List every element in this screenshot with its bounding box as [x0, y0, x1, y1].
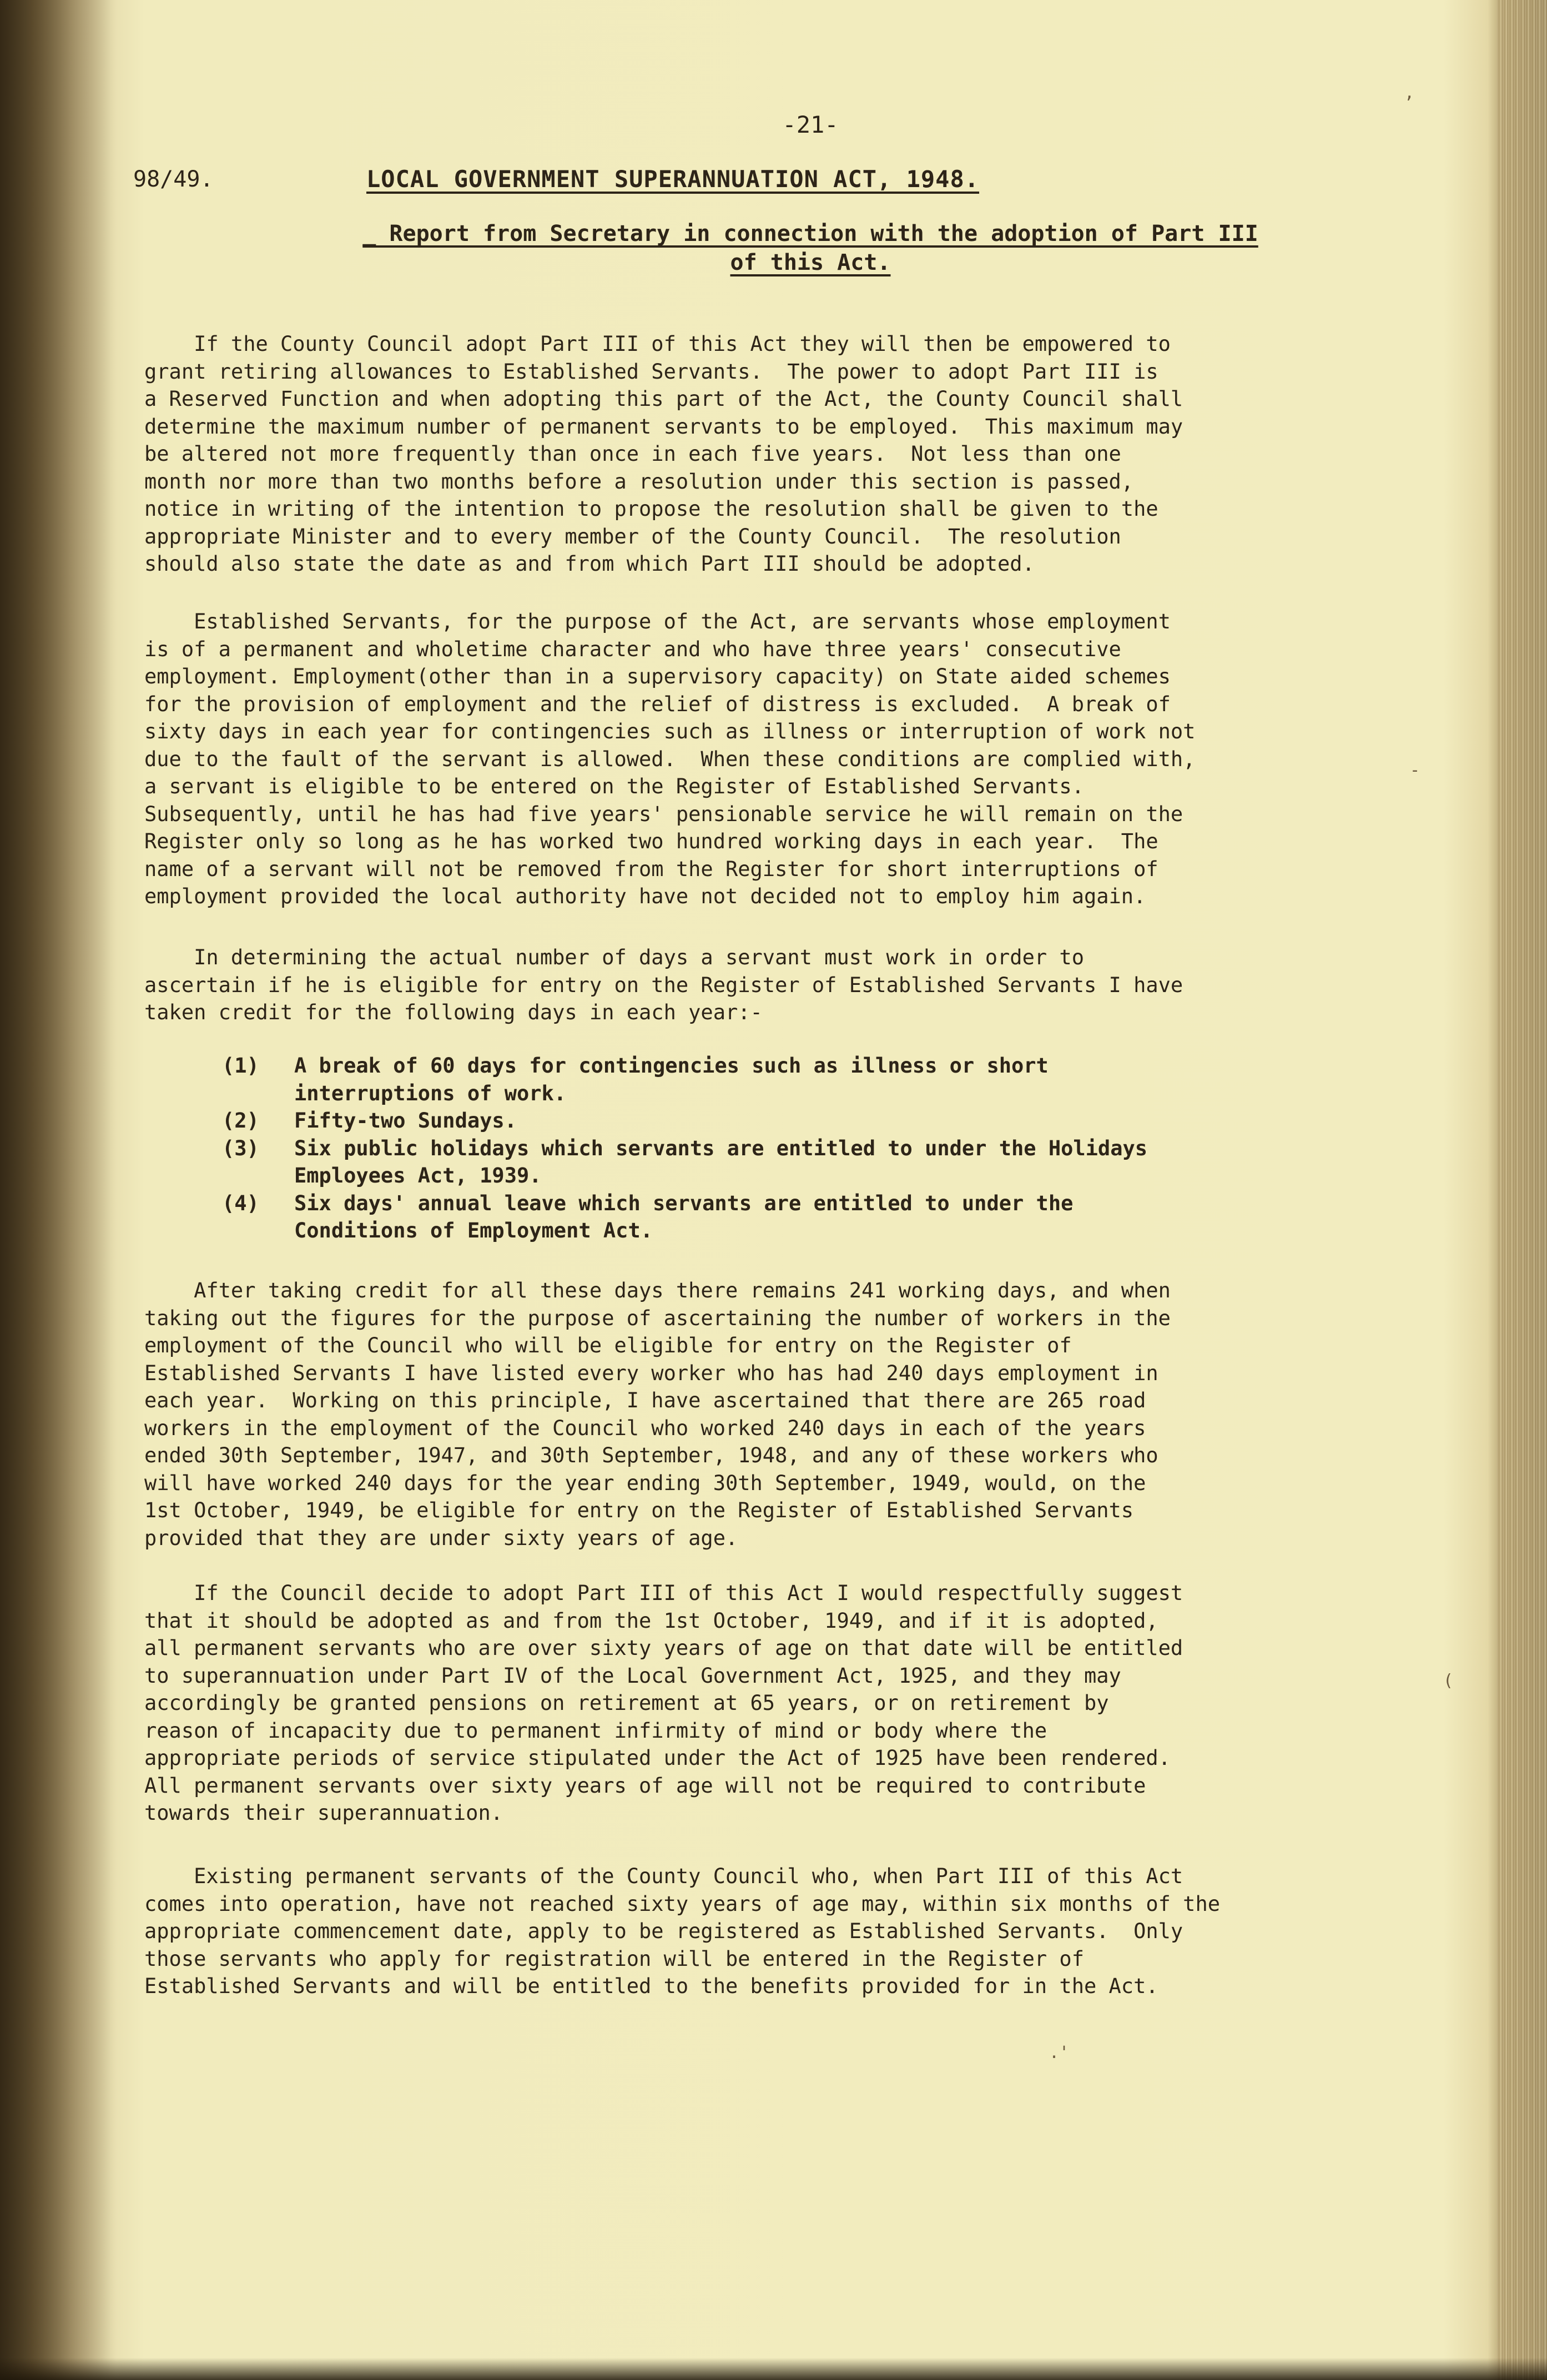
text-line: Established Servants and will be entitled to the benefits provided for in the Act. [144, 1974, 1158, 1998]
list-item [222, 1052, 1332, 1080]
margin-tick: .' [1049, 2043, 1070, 2062]
text-line: due to the fault of the servant is allowed. When these conditions are complied with, [144, 747, 1196, 771]
list-text: interruptions of work. [294, 1081, 567, 1105]
text-line: that it should be adopted as and from the 1st October, 1949, and if it is adopted, [144, 1608, 1158, 1633]
binding-gutter [0, 0, 117, 2380]
text-line: Established Servants I have listed every worker who has had 240 days employment in [144, 1361, 1158, 1385]
list-text: Six days' annual leave which servants are entitled to under the [294, 1191, 1074, 1215]
text-line: those servants who apply for registration will be entered in the Register of [144, 1946, 1084, 1971]
text-line: workers in the employment of the Council who worked 240 days in each of the years [144, 1416, 1146, 1440]
list-text: Six public holidays which servants are entitled to under the Holidays [294, 1136, 1148, 1160]
text-line: towards their superannuation. [144, 1801, 503, 1825]
page-edges [1497, 0, 1547, 2380]
text-line: Subsequently, until he has had five years' pensionable service he will remain on the [144, 802, 1183, 826]
text-line: be altered not more frequently than once in each five years. Not less than one [144, 442, 1121, 466]
list-item [222, 1190, 1332, 1217]
text-line: employment. Employment(other than in a supervisory capacity) on State aided schemes [144, 665, 1171, 688]
text-line: all permanent servants who are over sixty years of age on that date will be entitled [144, 1636, 1183, 1660]
list-item [222, 1107, 1332, 1135]
text-line: ascertain if he is eligible for entry on the Register of Established Servants I have [144, 973, 1183, 997]
page-number: -21- [782, 111, 839, 138]
document-subtitle [133, 219, 1488, 277]
list-number: (2) [222, 1109, 259, 1133]
text-line: Established Servants, for the purpose of the Act, are servants whose employment [144, 610, 1171, 633]
text-line: should also state the date as and from which Part III should be adopted. [144, 552, 1035, 576]
text-line: taken credit for the following days in each year:- [144, 1000, 763, 1024]
text-line: comes into operation, have not reached sixty years of age may, within six months of the [144, 1891, 1221, 1916]
text-line: for the provision of employment and the relief of distress is excluded. A break of [144, 692, 1171, 716]
text-line: In determining the actual number of days a servant must work in order to [144, 945, 1084, 969]
text-line: If the Council decide to adopt Part III of this Act I would respectfully suggest [144, 1581, 1183, 1605]
text-line: employment provided the local authority have not decided not to employ him again. [144, 884, 1146, 908]
text-line: accordingly be granted pensions on retirement at 65 years, or on retirement by [144, 1691, 1109, 1715]
list-number [222, 1162, 294, 1190]
text-line: each year. Working on this principle, I have ascertained that there are 265 road [144, 1388, 1146, 1412]
list-item [222, 1162, 1332, 1190]
text-line: is of a permanent and wholetime character and who have three years' consecutive [144, 637, 1121, 661]
text-line: grant retiring allowances to Established Servants. The power to adopt Part III is [144, 359, 1158, 384]
text-line: If the County Council adopt Part III of this Act they will then be empowered to [144, 332, 1171, 356]
text-line: name of a servant will not be removed from the Register for short interruptions of [144, 857, 1158, 881]
text-line: will have worked 240 days for the year ending 30th September, 1949, would, on the [144, 1471, 1146, 1495]
text-line: 1st October, 1949, be eligible for entry on the Register of Established Servants [144, 1498, 1134, 1522]
margin-tick: , [1404, 83, 1415, 103]
days-credit-list [222, 1052, 1332, 1245]
text-line: employment of the Council who will be eligible for entry on the Register of [144, 1334, 1072, 1357]
list-text: A break of 60 days for contingencies such as illness or short [294, 1054, 1049, 1078]
subtitle-line-2: of this Act. [730, 250, 891, 275]
list-number [222, 1217, 294, 1245]
text-line: notice in writing of the intention to propose the resolution shall be given to the [144, 497, 1158, 521]
text-line: Register only so long as he has worked two hundred working days in each year. The [144, 829, 1158, 853]
list-text: Conditions of Employment Act. [294, 1219, 653, 1242]
list-number: (1) [222, 1054, 259, 1078]
subtitle-line-1: _ Report from Secretary in connection with the adoption of Part III [362, 221, 1258, 246]
paragraph-working-days [144, 1277, 1343, 1552]
list-item [222, 1080, 1332, 1108]
list-item [222, 1217, 1332, 1245]
list-number: (3) [222, 1136, 259, 1160]
paragraph-adoption-date [144, 1579, 1343, 1827]
document-page [133, 0, 1488, 2380]
text-line: a Reserved Function and when adopting this part of the Act, the County Council shall [144, 387, 1183, 411]
margin-tick: ( [1443, 1671, 1454, 1690]
paragraph-adoption [144, 330, 1343, 578]
text-line: ended 30th September, 1947, and 30th September, 1948, and any of these workers who [144, 1443, 1158, 1467]
text-line: appropriate periods of service stipulated under the Act of 1925 have been rendered. [144, 1746, 1171, 1770]
text-line: Existing permanent servants of the County Council who, when Part III of this Act [144, 1864, 1183, 1888]
list-number: (4) [222, 1191, 259, 1215]
text-line: month nor more than two months before a resolution under this section is passed, [144, 469, 1134, 494]
margin-tick: - [1410, 761, 1420, 780]
text-line: determine the maximum number of permanent servants to be employed. This maximum may [144, 414, 1183, 439]
text-line: a servant is eligible to be entered on the Register of Established Servants. [144, 774, 1084, 798]
text-line: taking out the figures for the purpose of ascertaining the number of workers in the [144, 1306, 1171, 1330]
text-line: After taking credit for all these days there remains 241 working days, and when [144, 1279, 1171, 1302]
paragraph-determining-days [144, 944, 1343, 1027]
paragraph-existing-servants [144, 1863, 1343, 2000]
text-line: provided that they are under sixty years of age. [144, 1526, 738, 1550]
text-line: to superannuation under Part IV of the Local Government Act, 1925, and they may [144, 1663, 1121, 1688]
reference-number: 98/49. [133, 167, 214, 192]
text-line: sixty days in each year for contingencies such as illness or interruption of work not [144, 719, 1196, 743]
text-line: reason of incapacity due to permanent infirmity of mind or body where the [144, 1718, 1047, 1743]
list-text: Fifty-two Sundays. [294, 1109, 517, 1133]
text-line: appropriate commencement date, apply to be registered as Established Servants. Only [144, 1919, 1183, 1943]
list-item [222, 1135, 1332, 1163]
list-number [222, 1080, 294, 1108]
paragraph-established-servants [144, 608, 1343, 910]
document-title: LOCAL GOVERNMENT SUPERANNUATION ACT, 1948. [366, 165, 980, 193]
text-line: All permanent servants over sixty years of age will not be required to contribute [144, 1773, 1146, 1798]
list-text: Employees Act, 1939. [294, 1164, 542, 1188]
text-line: appropriate Minister and to every member of the County Council. The resolution [144, 524, 1121, 549]
